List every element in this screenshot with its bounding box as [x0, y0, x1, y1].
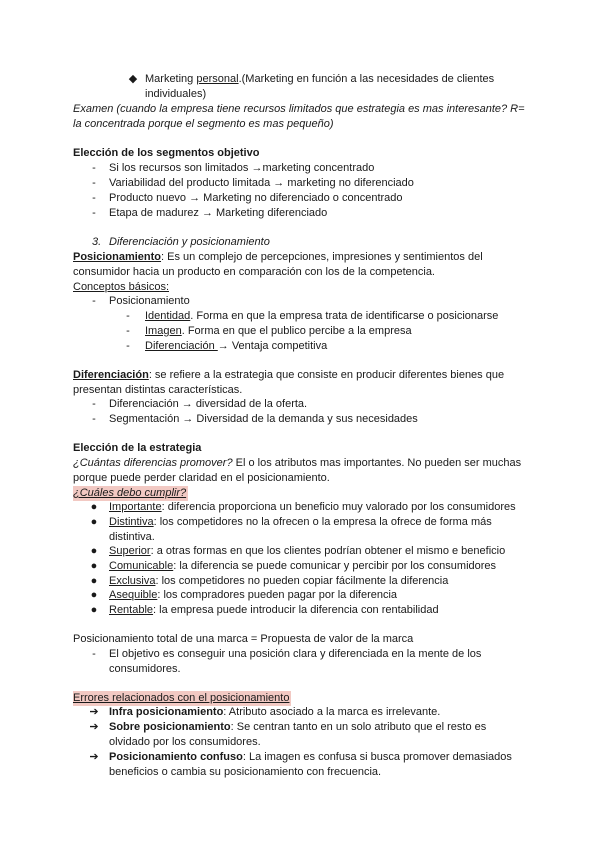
- dash-marker: -: [126, 310, 130, 322]
- cuantas-diferencias-cont: porque puede perder claridad en el posicionamiento.: [73, 472, 330, 484]
- criterion-item: Importante: diferencia proporciona un beneficio muy valorado por los consumidores: [109, 501, 516, 513]
- arrow-marker-icon: ➔: [89, 721, 99, 733]
- cuales-debo-cumplir: ¿Cuáles debo cumplir?: [73, 487, 187, 499]
- segmentos-item: Variabilidad del producto limitada → marketing no diferenciado: [109, 177, 414, 189]
- error-item: Posicionamiento confuso: La imagen es confusa si busca promover demasiados: [109, 751, 512, 763]
- diferenciacion-item: Segmentación → Diversidad de la demanda y sus necesidades: [109, 413, 418, 425]
- dot-marker: ●: [90, 604, 98, 616]
- criterion-item: Asequible: los compradores pueden pagar por la diferencia: [109, 589, 398, 601]
- diamond-bullet-icon: ◆: [128, 73, 138, 85]
- dot-marker: ●: [90, 589, 98, 601]
- dash-marker: -: [92, 207, 96, 219]
- dash-marker: -: [92, 413, 96, 425]
- criterion-item: Rentable: la empresa puede introducir la diferencia con rentabilidad: [109, 604, 439, 616]
- dot-marker: ●: [90, 575, 98, 587]
- criterion-item: Exclusiva: los competidores no pueden copiar fácilmente la diferencia: [109, 575, 449, 587]
- error-item-cont: beneficios o cambia su posicionamiento con frecuencia.: [109, 766, 382, 778]
- dash-marker: -: [92, 162, 96, 174]
- dot-marker: ●: [90, 516, 98, 528]
- posicionamiento-total: Posicionamiento total de una marca = Propuesta de valor de la marca: [73, 633, 414, 645]
- error-item: Infra posicionamiento: Atributo asociado a la marca es irrelevante.: [109, 706, 441, 718]
- marketing-personal-line: Marketing personal.(Marketing en función a las necesidades de clientes: [145, 73, 495, 85]
- arrow-marker-icon: ➔: [89, 706, 99, 718]
- error-item-cont: olvidado por los consumidores.: [109, 736, 261, 748]
- criterion-item: Comunicable: la diferencia se puede comunicar y percibir por los consumidores: [109, 560, 497, 572]
- marketing-personal-cont: individuales): [145, 88, 207, 100]
- concept-sub-item: Diferenciación → Ventaja competitiva: [145, 340, 328, 352]
- total-item-cont: consumidores.: [109, 663, 181, 675]
- dot-marker: ●: [90, 501, 98, 513]
- dot-marker: ●: [90, 560, 98, 572]
- segmentos-item: Producto nuevo → Marketing no diferenciado o concentrado: [109, 192, 403, 204]
- dash-marker: -: [92, 177, 96, 189]
- conceptos-basicos: Conceptos básicos:: [73, 281, 169, 293]
- estrategia-heading: Elección de la estrategia: [73, 442, 202, 454]
- dash-marker: -: [92, 398, 96, 410]
- cuantas-diferencias: ¿Cuántas diferencias promover? El o los atributos mas importantes. No pueden ser muchas: [73, 457, 522, 469]
- diferenciacion-definition: Diferenciación: se refiere a la estrategia que consiste en producir diferentes bienes que: [73, 369, 505, 381]
- criterion-item: Superior: a otras formas en que los clientes podrían obtener el mismo e beneficio: [109, 545, 506, 557]
- examen-line-1: Examen (cuando la empresa tiene recursos limitados que estrategia es mas interesante? R=: [73, 103, 525, 115]
- total-item: El objetivo es conseguir una posición clara y diferenciada en la mente de los: [109, 648, 482, 660]
- posicionamiento-definition: Posicionamiento: Es un complejo de percepciones, impresiones y sentimientos del: [73, 251, 483, 263]
- segmentos-heading: Elección de los segmentos objetivo: [73, 147, 260, 159]
- dash-marker: -: [126, 325, 130, 337]
- concept-sub-item: Imagen. Forma en que el publico percibe a la empresa: [145, 325, 412, 337]
- dash-marker: -: [92, 295, 96, 307]
- criterion-item-cont: distintiva.: [109, 531, 155, 543]
- criterion-item: Distintiva: los competidores no la ofrecen o la empresa la ofrece de forma más: [109, 516, 492, 528]
- concept-sub-item: Identidad. Forma en que la empresa trata de identificarse o posicionarse: [145, 310, 499, 322]
- dash-marker: -: [126, 340, 130, 352]
- dash-marker: -: [92, 648, 96, 660]
- diferenciacion-definition-cont: presentan distintas características.: [73, 384, 243, 396]
- section-number: 3.: [92, 236, 102, 248]
- segmentos-item: Si los recursos son limitados →marketing concentrado: [109, 162, 375, 174]
- dot-marker: ●: [90, 545, 98, 557]
- error-item: Sobre posicionamiento: Se centran tanto en un solo atributo que el resto es: [109, 721, 487, 733]
- posicionamiento-definition-cont: consumidor hacia un producto en comparación con los de la competencia.: [73, 266, 435, 278]
- examen-line-2: la concentrada porque el segmento es mas pequeño): [73, 118, 334, 130]
- section-title: Diferenciación y posicionamiento: [109, 236, 270, 248]
- diferenciacion-item: Diferenciación → diversidad de la oferta.: [109, 398, 308, 410]
- dash-marker: -: [92, 192, 96, 204]
- posicionamiento-item: Posicionamiento: [109, 295, 190, 307]
- errores-heading: Errores relacionados con el posicionamiento: [73, 692, 290, 704]
- arrow-marker-icon: ➔: [89, 751, 99, 763]
- segmentos-item: Etapa de madurez → Marketing diferenciado: [109, 207, 328, 219]
